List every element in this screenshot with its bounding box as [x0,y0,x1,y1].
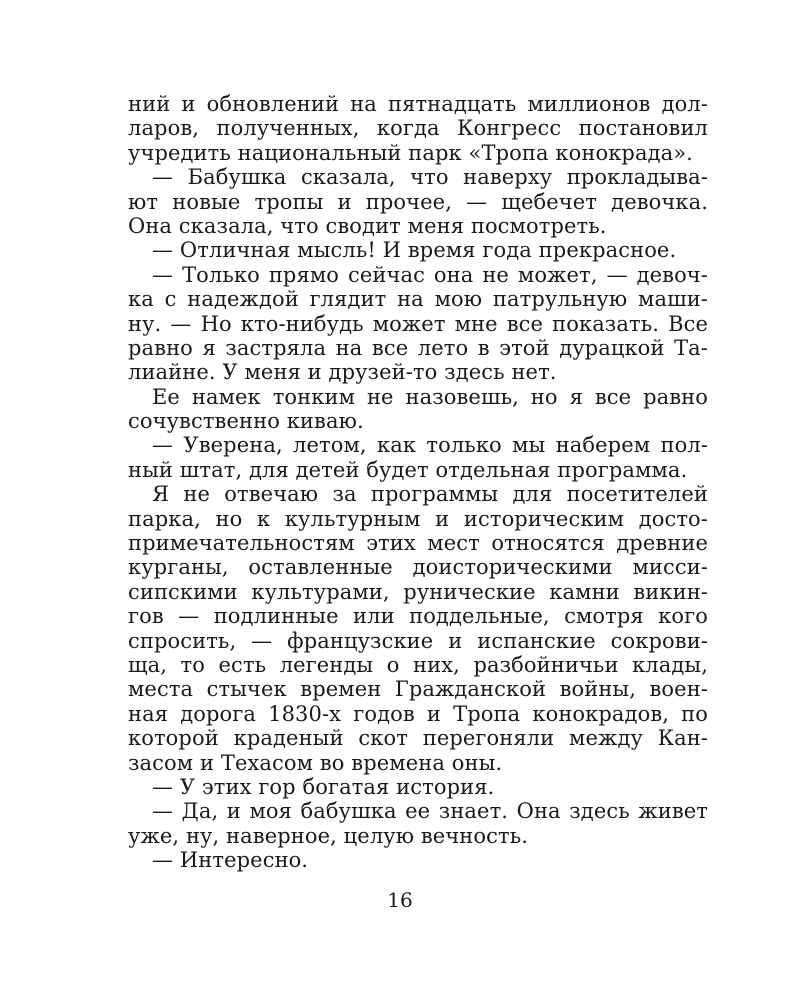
text-line: — У этих гор богатая история. [152,774,495,799]
text-line: — Да, и моя бабушка ее знает. Она здесь живет [152,799,708,824]
text-line: — Уверена, летом, как только мы наберем пол- [152,433,708,458]
text-line: ща, то есть легенды о них, разбойничьи клады, [128,652,708,677]
text-line: — Отличная мысль! И время года прекрасное. [152,238,677,263]
text-line: — Только прямо сейчас она не может, — девоч- [152,262,708,287]
text-line: примечательностям этих мест относятся древние [128,531,708,556]
text-line: Она сказала, что сводит меня посмотреть. [128,213,607,238]
text-line: курганы, оставленные доисторическими мисси- [128,555,708,580]
text-line: сочувственно киваю. [128,409,364,434]
text-line: ная дорога 1830-х годов и Тропа конокрадов, по [128,701,708,726]
text-line: засом и Техасом во времена оны. [128,750,503,775]
page-number: 16 [387,888,413,912]
text-line: спросить, — французские и испанские сокрови- [128,628,708,653]
body-text [128,92,708,873]
text-line: — Интересно. [152,848,309,873]
text-line: лиайне. У меня и друзей-то здесь нет. [128,360,557,385]
text-line: ка с надеждой глядит на мою патрульную маши- [128,287,708,312]
text-line: уже, ну, наверное, целую вечность. [128,823,529,848]
text-line: ний и обновлений на пятнадцать миллионов дол- [128,92,708,116]
text-line: места стычек времен Гражданской войны, воен- [128,677,708,702]
text-line: учредить национальный парк «Тропа конокрада». [128,140,693,165]
text-line: ларов, полученных, когда Конгресс постановил [128,116,708,141]
text-line: Ее намек тонким не назовешь, но я все равно [152,384,708,409]
text-line: которой краденый скот перегоняли между Кан- [128,726,708,751]
text-line: ный штат, для детей будет отдельная программа. [128,457,688,482]
text-line: Я не отвечаю за программы для посетителей [152,482,708,507]
text-line: парка, но к культурным и историческим досто- [128,506,708,531]
text-line: сипскими культурами, рунические камни викин- [128,579,708,604]
text-line: — Бабушка сказала, что наверху прокладыва- [152,165,708,190]
text-line: ну. — Но кто-нибудь может мне все показать. Все [128,311,708,336]
text-line: гов — подлинные или поддельные, смотря кого [128,604,708,629]
text-line: равно я застряла на все лето в этой дурацкой Та- [128,335,708,360]
text-line: ют новые тропы и прочее, — щебечет девочка. [128,189,708,214]
